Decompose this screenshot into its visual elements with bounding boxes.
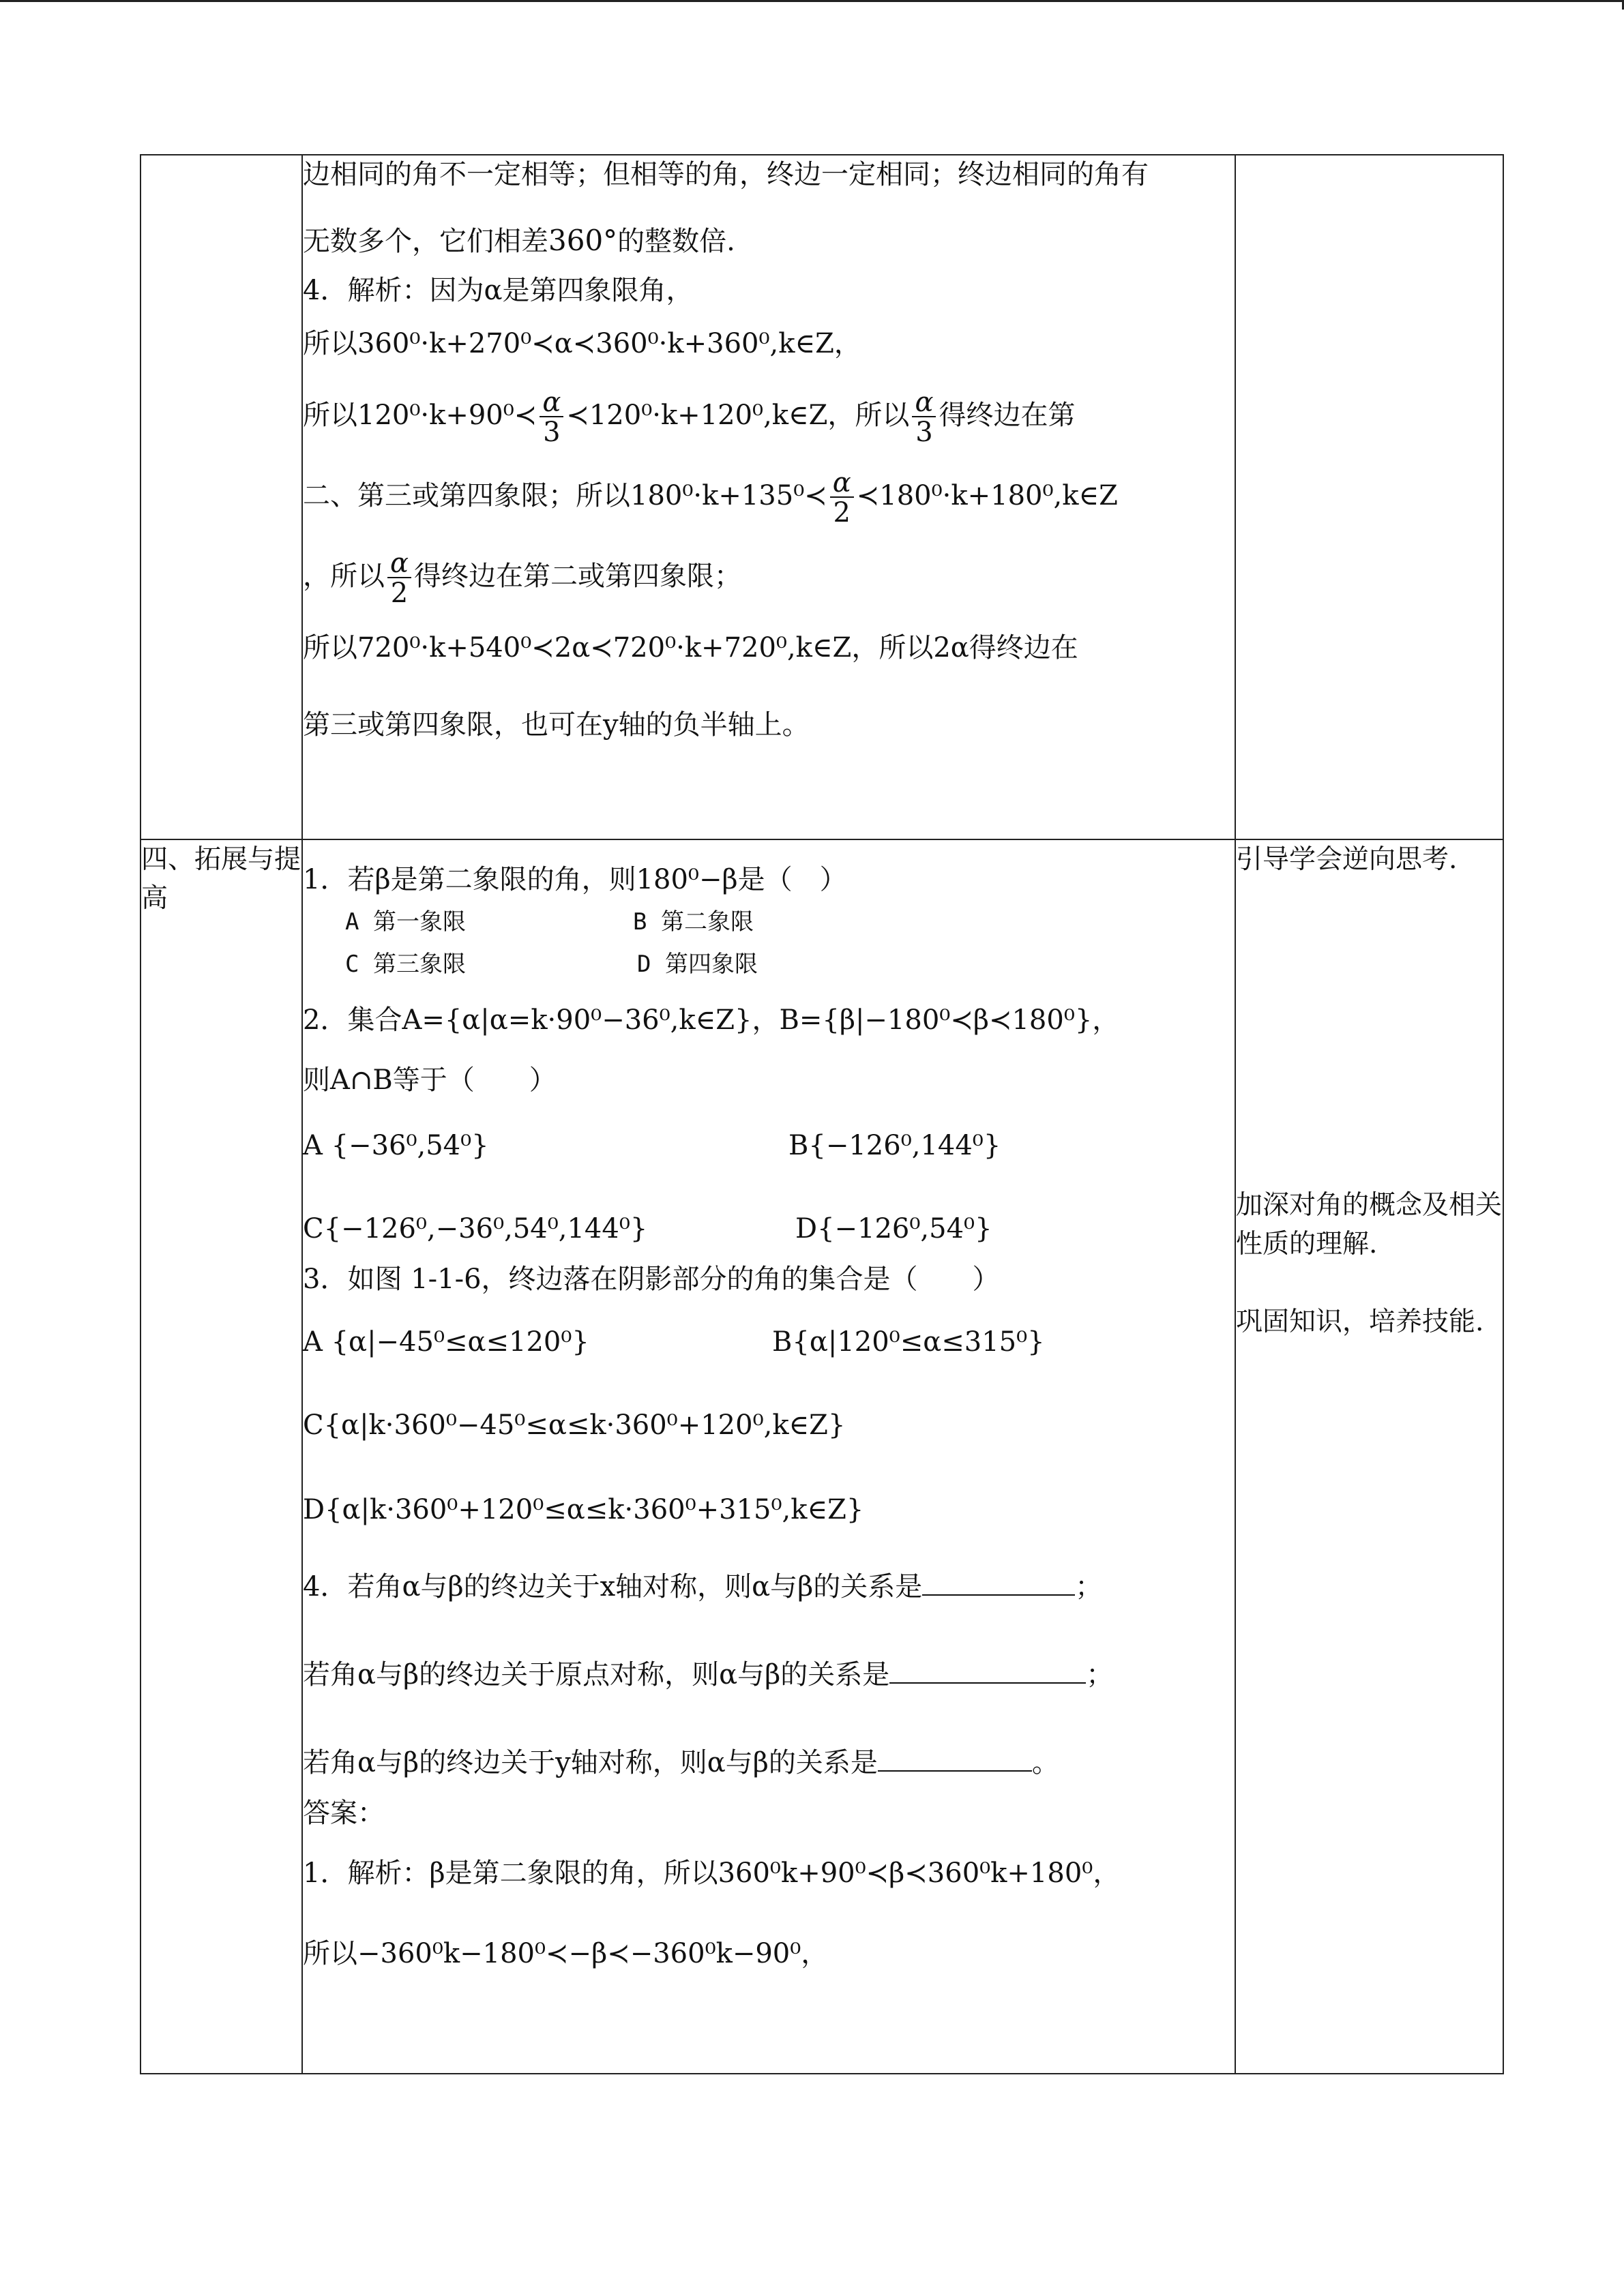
q3-option-c: C{α|k·360⁰−45⁰≤α≤k·360⁰+120⁰,k∈Z} (303, 1410, 846, 1441)
text-span: 4．若角α与β的终边关于x轴对称，则α与β的关系是 (303, 1571, 923, 1602)
q3-option-b: B{α|120⁰≤α≤315⁰} (772, 1326, 1045, 1358)
text-span: 得终边在第 (939, 400, 1076, 431)
note-2: 加深对角的概念及相关性质的理解. (1236, 1190, 1503, 1259)
q3-options-row1 (303, 1322, 1235, 1362)
note-3: 巩固知识，培养技能. (1236, 1307, 1484, 1337)
fraction-alpha-3 (912, 389, 936, 446)
table-row-solution (141, 155, 1503, 839)
text-span: 的整数倍. (617, 226, 735, 257)
fraction-numerator: α (915, 387, 934, 418)
question-3: 3．如图 1-1-6，终边落在阴影部分的角的集合是（ ） (303, 1264, 1000, 1295)
answer-1: 1．解析：β是第二象限的角，所以360⁰k+90⁰≺β≺360⁰k+180⁰， (303, 1858, 1121, 1889)
fraction-denominator: 3 (912, 416, 936, 446)
text-line: 第三或第四象限，也可在y轴的负半轴上。 (303, 709, 810, 741)
text-span: 得终边在第二或第四象限； (414, 561, 742, 592)
math-span: ≺180⁰·k+180⁰,k∈Z (856, 480, 1118, 511)
math-line (303, 382, 1235, 449)
question-4-line1 (303, 1571, 1235, 1600)
text-line: 边相同的角不一定相等；但相等的角，终边一定相同；终边相同的角有 (303, 159, 1149, 190)
question-2: 2．集合A={α|α=k·90⁰−36⁰,k∈Z}，B={β|−180⁰≺β≺180⁰}， (303, 1004, 1120, 1036)
text-span: 若角α与β的终边关于y轴对称，则α与β的关系是 (303, 1747, 878, 1778)
q3-option-d: D{α|k·360⁰+120⁰≤α≤k·360⁰+315⁰,k∈Z} (303, 1494, 864, 1525)
section-cell-empty (141, 155, 302, 839)
text-span: 若角α与β的终边关于原点对称，则α与β的关系是 (303, 1659, 890, 1690)
q2-option-d: D{−126⁰,54⁰} (795, 1213, 992, 1244)
notes-cell-empty (1235, 155, 1503, 839)
notes-cell (1235, 839, 1503, 2074)
answer-blank[interactable] (878, 1747, 1032, 1772)
section-label: 四、拓展与提高 (141, 839, 302, 2074)
math-span: 二、第三或第四象限；所以180⁰·k+135⁰≺ (303, 480, 827, 511)
q1-option-c: C 第三象限 (345, 951, 466, 978)
text-line (303, 224, 1235, 257)
exercise-content (302, 839, 1235, 2074)
math-span: 所以120⁰·k+90⁰≺ (303, 400, 537, 431)
question-2-prompt: 则A∩B等于（ ） (303, 1064, 557, 1096)
math-span: ≺120⁰·k+120⁰,k∈Z，所以 (566, 400, 910, 431)
text-span: ； (1075, 1571, 1103, 1602)
page-top-border (0, 0, 1624, 2)
fraction-denominator: 2 (387, 577, 411, 607)
question-1: 1．若β是第二象限的角，则180⁰−β是（ ） (303, 864, 847, 895)
q1-option-d: D 第四象限 (637, 951, 758, 978)
note-1: 引导学会逆向思考. (1236, 844, 1458, 875)
q2-options-row1 (303, 1125, 1235, 1166)
fraction-alpha-3 (540, 389, 563, 446)
fraction-numerator: α (390, 548, 409, 579)
math-line (303, 462, 1235, 529)
q2-options-row2 (303, 1208, 1235, 1249)
q3-option-a: A {α|−45⁰≤α≤120⁰} (303, 1326, 589, 1358)
q1-options-row1 (303, 908, 1235, 936)
math-line: 所以360⁰·k+270⁰≺α≺360⁰·k+360⁰,k∈Z， (303, 328, 861, 359)
fraction-alpha-2 (830, 469, 854, 526)
fraction-numerator: α (832, 467, 851, 498)
fraction-denominator: 2 (830, 496, 854, 526)
q2-option-c: C{−126⁰,−36⁰,54⁰,144⁰} (303, 1213, 648, 1244)
q1-option-a: A 第一象限 (345, 908, 466, 936)
text-line: 4．解析：因为α是第四象限角， (303, 275, 694, 306)
answer-blank[interactable] (922, 1571, 1075, 1596)
fraction-numerator: α (542, 387, 561, 418)
q1-options-row2 (303, 951, 1235, 978)
text-span: 。 (1031, 1747, 1059, 1778)
fraction-alpha-2 (387, 550, 411, 607)
answer-title: 答案： (303, 1798, 385, 1829)
q1-option-b: B 第二象限 (633, 908, 754, 936)
answer-blank[interactable] (889, 1659, 1086, 1684)
solution-content (302, 155, 1235, 839)
lesson-table (140, 154, 1504, 2074)
math-line (303, 543, 1235, 610)
text-span: 无数多个，它们相差 (303, 226, 548, 257)
text-span: ； (1086, 1659, 1114, 1690)
answer-2: 所以−360⁰k−180⁰≺−β≺−360⁰k−90⁰， (303, 1938, 829, 1969)
q2-option-b: B{−126⁰,144⁰} (788, 1130, 1001, 1161)
text-span: ，所以 (303, 561, 385, 592)
question-4-line3 (303, 1747, 1235, 1776)
math-360: 360° (548, 224, 618, 257)
q2-option-a: A {−36⁰,54⁰} (303, 1130, 489, 1161)
fraction-denominator: 3 (540, 416, 563, 446)
question-4-line2 (303, 1659, 1235, 1688)
math-line: 所以720⁰·k+540⁰≺2α≺720⁰·k+720⁰,k∈Z，所以2α得终边在 (303, 632, 1078, 664)
table-row-extension (141, 839, 1503, 2074)
